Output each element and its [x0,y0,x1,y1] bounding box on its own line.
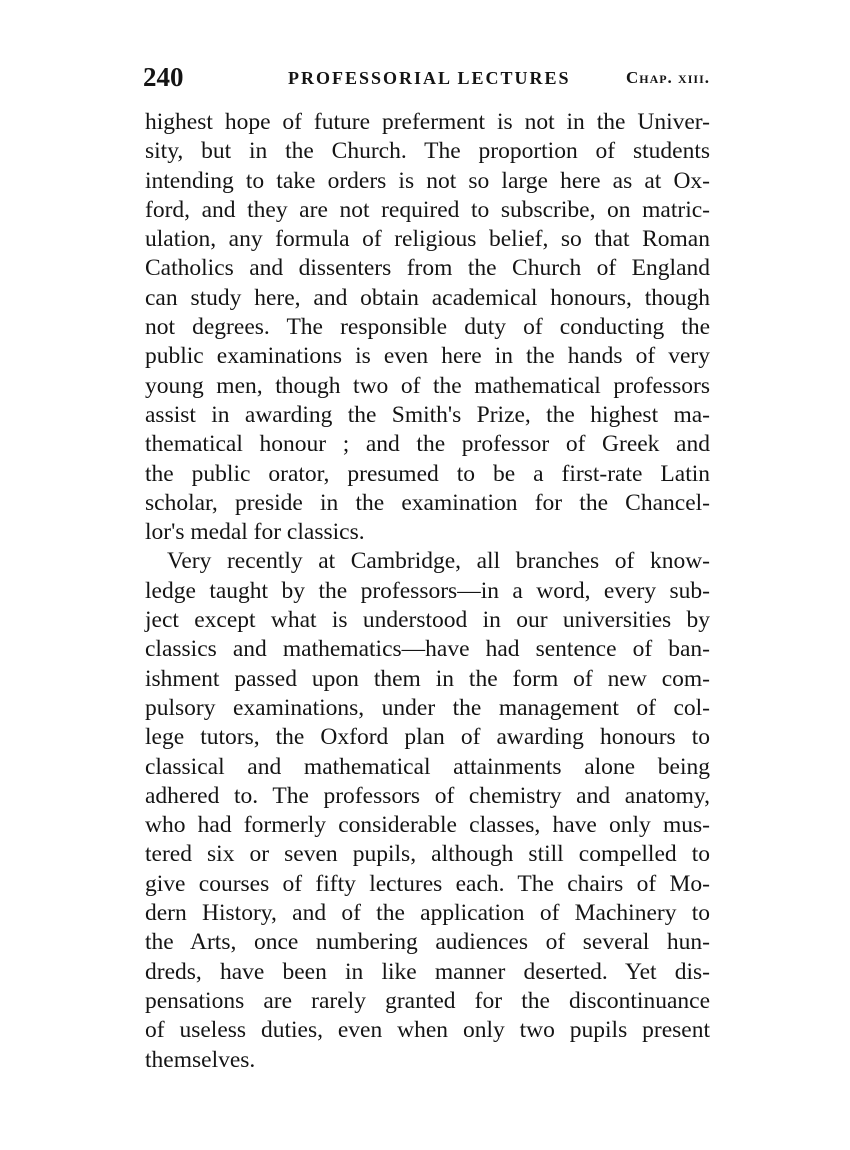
text-line: scholar, preside in the examination for the Chancel- [145,489,710,516]
text-line: ledge taught by the professors—in a word, every sub- [145,577,710,604]
text-line: adhered to. The professors of chemistry and anatomy, [145,782,710,809]
text-line: lege tutors, the Oxford plan of awarding honours to [145,724,710,751]
text-line: classical and mathematical attainments alone being [145,753,710,780]
text-line: who had formerly considerable classes, have only mus- [145,812,710,839]
paragraph [145,547,710,1074]
text-line: dreds, have been in like manner deserted. Yet dis- [145,958,710,985]
text-line: not degrees. The responsible duty of conducting the [145,314,710,341]
text-line: give courses of fifty lectures each. The chairs of Mo- [145,870,710,897]
running-head [143,62,710,96]
text-line: pensations are rarely granted for the discontinuance [145,987,710,1014]
text-line: can study here, and obtain academical honours, though [145,284,710,311]
text-line: themselves. [145,1046,256,1073]
text-line: ford, and they are not required to subscribe, on matric- [145,196,710,223]
text-line: intending to take orders is not so large here as at Ox- [145,167,710,194]
running-title: PROFESSORIAL LECTURES [288,68,571,88]
text-line: dern History, and of the application of Machinery to [145,900,710,927]
text-line: pulsory examinations, under the management of col- [145,694,710,721]
text-line: lor's medal for classics. [145,519,365,546]
text-line: ishment passed upon them in the form of new com- [145,665,710,692]
text-line: the public orator, presumed to be a first-rate Latin [145,460,710,487]
text-line: ulation, any formula of religious belief, so that Roman [145,226,710,253]
text-line: tered six or seven pupils, although still compelled to [145,841,710,868]
chapter-reference: Chap. xiii. [625,68,710,87]
text-line: the Arts, once numbering audiences of several hun- [145,929,710,956]
text-line: of useless duties, even when only two pupils present [145,1017,710,1044]
text-line: young men, though two of the mathematical professors [145,372,710,399]
text-line: Very recently at Cambridge, all branches of know- [167,548,710,575]
page-number: 240 [143,62,184,92]
text-line: ject except what is understood in our universities by [145,607,710,634]
paragraph [145,108,710,547]
text-line: highest hope of future preferment is not in the Univer- [145,109,710,135]
text-line: classics and mathematics—have had sentence of ban- [145,636,710,663]
text-line: assist in awarding the Smith's Prize, the highest ma- [145,401,710,428]
text-line: public examinations is even here in the hands of very [145,343,710,370]
text-line: sity, but in the Church. The proportion of students [145,138,710,165]
text-line: thematical honour ; and the professor of Greek and [145,431,710,458]
text-line: Catholics and dissenters from the Church of England [145,255,710,282]
body-text [145,108,710,1075]
